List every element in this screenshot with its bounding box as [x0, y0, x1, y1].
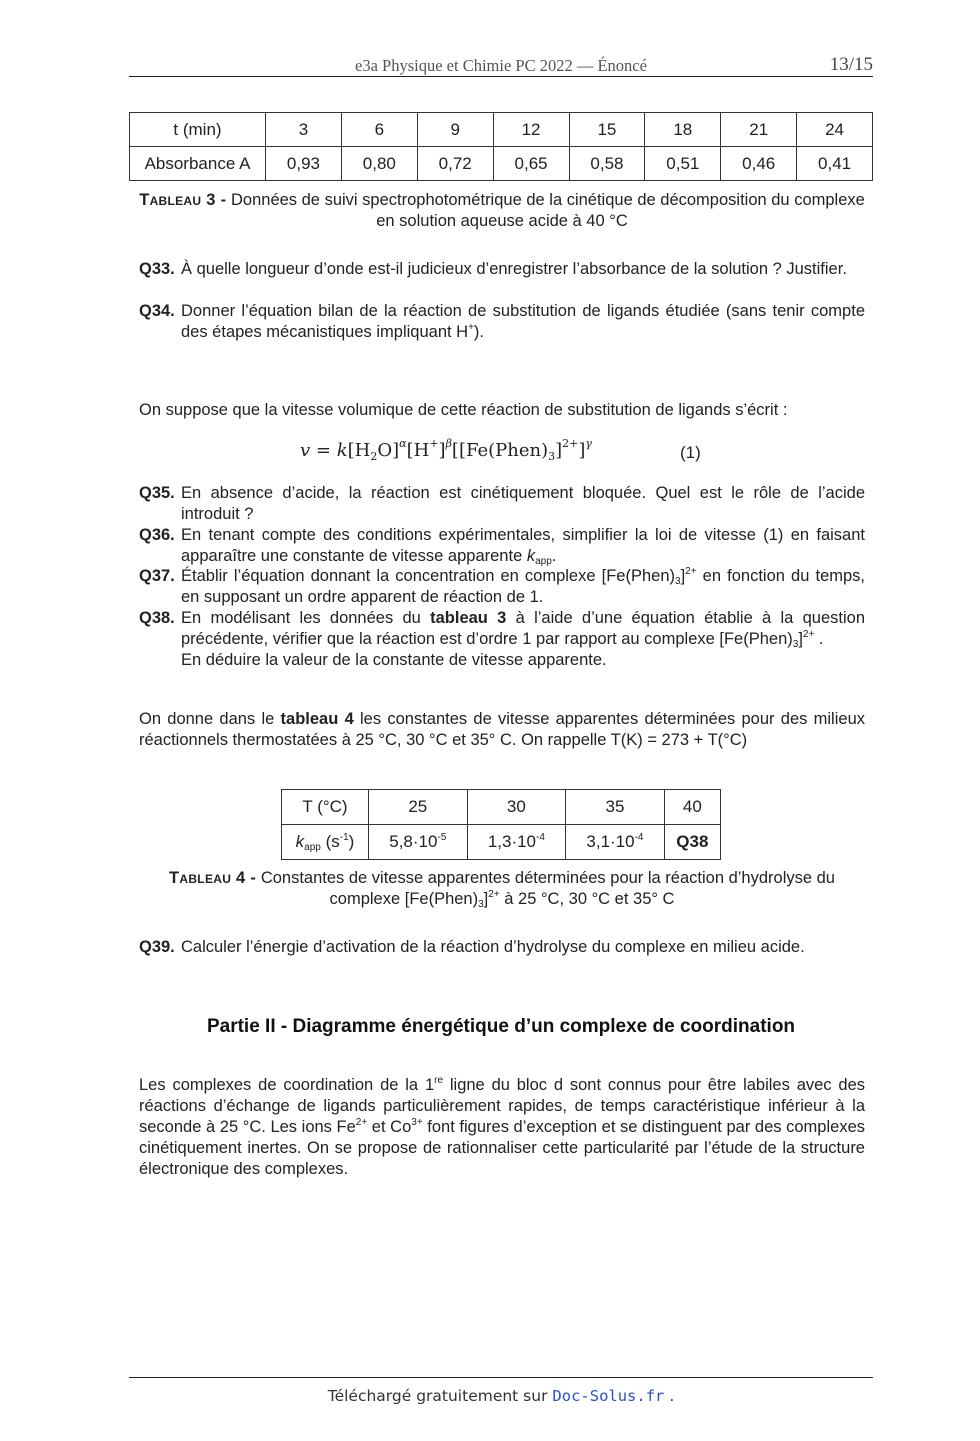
table-4-caption	[139, 868, 865, 910]
table-cell: 0,72	[417, 147, 493, 181]
caption-tag: Tableau 4 -	[169, 869, 257, 887]
table-header-cell: t (min)	[130, 113, 266, 147]
table-cell: Q38	[664, 825, 720, 860]
table-cell: 0,80	[341, 147, 417, 181]
table-4	[281, 789, 721, 860]
table-cell: 0,51	[645, 147, 721, 181]
table-cell: 0,93	[266, 147, 342, 181]
table-cell: 12	[493, 113, 569, 147]
table-cell: 21	[721, 113, 797, 147]
footer-link[interactable]: Doc-Solus.fr	[552, 1387, 665, 1405]
table-row	[282, 790, 721, 825]
table-header-cell: $k_{app}$ $(s^{-1})$	[282, 825, 369, 860]
table-cell: $3,1\cdot 10^{-4}$	[566, 825, 665, 860]
question-35	[139, 483, 865, 525]
table-3	[129, 112, 873, 181]
table-cell: 40	[664, 790, 720, 825]
question-number: Q38.	[139, 609, 175, 627]
question-text: En tenant compte des conditions expérimentales, simplifier la loi de vitesse (1) en faisant apparaître une constante de vitesse apparente $k_{app}$.	[181, 526, 865, 567]
section-title: Partie II - Diagramme énergétique d’un complexe de coordination	[206, 1016, 796, 1037]
question-text: En modélisant les données du tableau 3 à l’aide d’une équation établie à la question précédente, vérifier que la réaction est d’ordre 1 par rapport au complexe $[Fe(Phen)_3]^{2+}$ .	[181, 609, 865, 650]
question-34	[139, 301, 865, 343]
rate-law-intro: On suppose que la vitesse volumique de cette réaction de substitution de ligands s’écrit :	[139, 401, 788, 419]
final-paragraph: Les complexes de coordination de la 1re ligne du bloc d sont connus pour être labiles avec des réactions d’échange de ligands particulièrement rapides, de temps caractéristique inférieur à la seconde à 25 °C. Les ions $Fe^{2+}$ et $Co^{3+}$ font figures d’exception et se distinguent par des complexes cinétiquement inertes. On se propose de rationnaliser cette particularité par l’étude de la structure électronique des complexes.	[139, 1075, 865, 1178]
question-33	[139, 259, 865, 280]
caption-tag: Tableau 3 -	[139, 191, 227, 209]
footer-text: Téléchargé gratuitement sur	[327, 1387, 548, 1405]
caption-text: Constantes de vitesse apparentes déterminées pour la réaction d’hydrolyse du complexe $[Fe(Phen)_3]^{2+}$ à 25 °C, 30 °C et 35° C	[260, 869, 835, 910]
question-number: Q33.	[139, 260, 175, 278]
table-cell: 0,58	[569, 147, 645, 181]
header-title: e3a Physique et Chimie PC 2022 — Énoncé	[355, 56, 647, 75]
question-39	[139, 937, 865, 958]
table-cell: 25	[369, 790, 468, 825]
table-cell: 9	[417, 113, 493, 147]
question-text: Calculer l’énergie d’activation de la réaction d’hydrolyse du complexe en milieu acide.	[181, 938, 805, 956]
table-row	[130, 147, 873, 181]
table-row	[130, 113, 873, 147]
table-header-cell: Absorbance A	[130, 147, 266, 181]
table-cell: 18	[645, 113, 721, 147]
table-cell: 0,46	[721, 147, 797, 181]
question-38	[139, 608, 865, 671]
question-text: Donner l’équation bilan de la réaction de substitution de ligands étudiée (sans tenir compte des étapes mécanistiques impliquant H+).	[181, 302, 865, 341]
question-text: À quelle longueur d’onde est-il judicieux d’enregistrer l’absorbance de la solution ? Justifier.	[181, 260, 847, 278]
question-text: En absence d’acide, la réaction est cinétiquement bloquée. Quel est le rôle de l’acide introduit ?	[181, 484, 865, 523]
table-header-cell: T (°C)	[282, 790, 369, 825]
question-37	[139, 566, 865, 608]
question-number: Q39.	[139, 938, 175, 956]
equation-number: (1)	[680, 443, 701, 462]
question-text: Établir l’équation donnant la concentration en complexe $[Fe(Phen)_3]^{2+}$ en fonction du temps, en supposant un ordre apparent de réaction de 1.	[181, 566, 865, 606]
table-3-caption	[139, 190, 865, 232]
table-cell: 24	[797, 113, 873, 147]
table-row	[282, 825, 721, 860]
table-cell: $1,3\cdot 10^{-4}$	[467, 825, 566, 860]
question-text-followup: En déduire la valeur de la constante de vitesse apparente.	[181, 651, 607, 669]
rate-law-equation: $v = k[H_2O]^\alpha[H^+]^\beta[[Fe(Phen)_3]^{2+}]^\gamma$	[300, 437, 592, 463]
table-cell: 3	[266, 113, 342, 147]
question-number: Q37.	[139, 567, 175, 585]
question-36	[139, 525, 865, 567]
question-number: Q34.	[139, 302, 175, 320]
page-header	[129, 54, 873, 77]
question-number: Q36.	[139, 526, 175, 544]
footer-divider	[129, 1377, 873, 1378]
page-number: 13/15	[829, 54, 873, 75]
page-footer	[0, 1387, 980, 1405]
table-cell: 35	[566, 790, 665, 825]
table-cell: 15	[569, 113, 645, 147]
table-cell: 0,41	[797, 147, 873, 181]
question-number: Q35.	[139, 484, 175, 502]
tableau-4-intro: On donne dans le tableau 4 les constantes de vitesse apparentes déterminées pour des milieux réactionnels thermostatées à 25 °C, 30 °C et 35° C. On rappelle T(K) = 273 + T(°C)	[139, 710, 865, 749]
table-cell: 0,65	[493, 147, 569, 181]
table-cell: 6	[341, 113, 417, 147]
caption-text: Données de suivi spectrophotométrique de la cinétique de décomposition du complexe en solution aqueuse acide à 40 °C	[231, 191, 865, 230]
table-cell: 30	[467, 790, 566, 825]
table-cell: $5,8\cdot 10^{-5}$	[369, 825, 468, 860]
footer-end: .	[669, 1387, 675, 1405]
